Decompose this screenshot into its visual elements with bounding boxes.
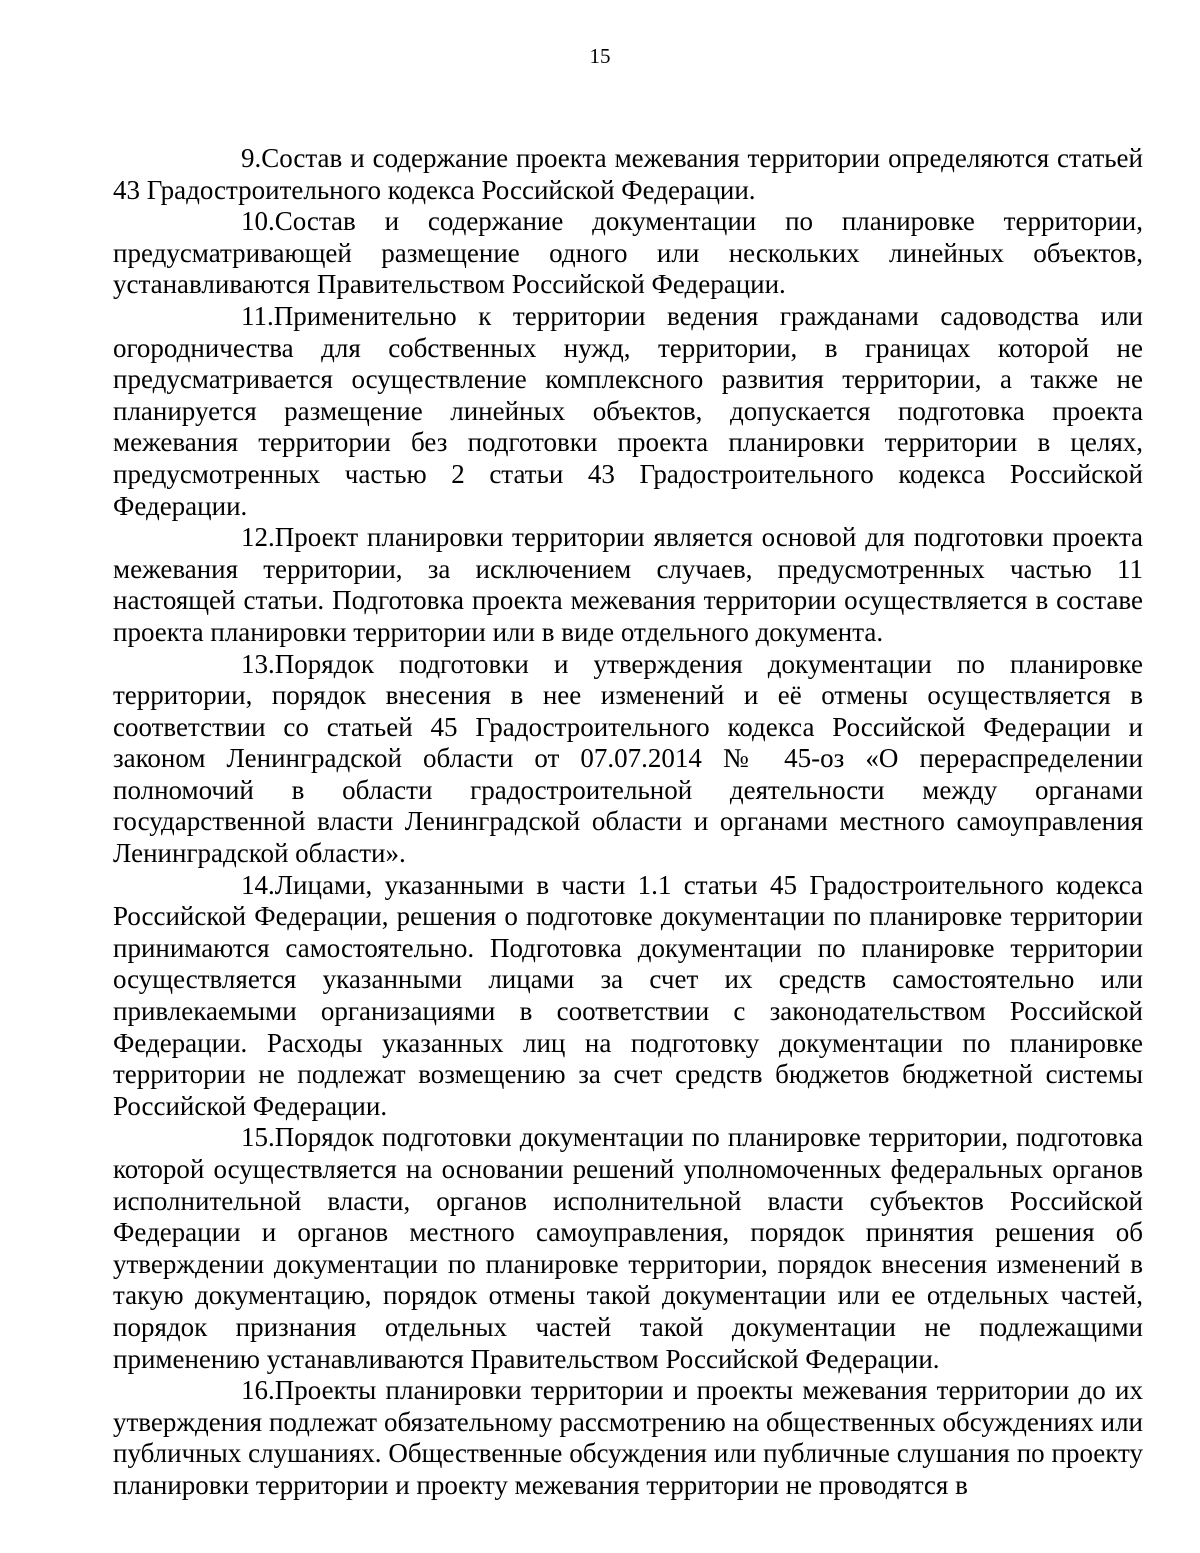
paragraph-text: Проект планировки территории является основой для подготовки проекта межевания территории, за исключением случаев, предусмотренных частью 11 настоящей статьи. Подготовка проекта межевания территории осуществляется в составе проекта планировки территории или в виде отдельного документа. [113, 522, 1143, 647]
paragraph-11 [113, 301, 1143, 522]
paragraph-number: 16. [241, 1375, 275, 1406]
paragraph-16 [113, 1375, 1143, 1501]
paragraph-number: 12. [241, 522, 275, 553]
paragraph-number: 9. [241, 143, 262, 173]
paragraph-15 [113, 1122, 1143, 1375]
paragraph-number: 10. [241, 206, 275, 237]
document-body [113, 143, 1143, 1502]
paragraph-number: 15. [241, 1122, 275, 1153]
paragraph-text: Лицами, указанными в части 1.1 статьи 45 Градостроительного кодекса Российской Федерации, решения о подготовке документации по планировке территории принимаются самостоятельно. Подготовка документации по планировке территории осуществляется указанными лицами за счет их средств самостоятельно или привлекаемыми организациями в соответствии с законодательством Российской Федерации. Расходы указанных лиц на подготовку документации по планировке территории не подлежат возмещению за счет средств бюджетов бюджетной системы Российской Федерации. [113, 869, 1143, 1121]
paragraph-number: 13. [241, 648, 275, 679]
paragraph-text: Проекты планировки территории и проекты межевания территории до их утверждения подлежат обязательному рассмотрению на общественных обсуждениях или публичных слушаниях. Общественные обсуждения или публичные слушания по проекту планировки территории и проекту межевания территории не проводятся в [113, 1375, 1143, 1500]
paragraph-10 [113, 206, 1143, 301]
page-number: 15 [589, 44, 611, 68]
paragraph-9 [113, 143, 1143, 206]
paragraph-text: Порядок подготовки и утверждения документации по планировке территории, порядок внесения в нее изменений и её отмены осуществляется в соответствии со статьей 45 Градостроительного кодекса Российской Федерации и законом Ленинградской области от 07.07.2014 № 45-оз «О перераспределении полномочий в области градостроительной деятельности между органами государственной власти Ленинградской области и органами местного самоуправления Ленинградской области». [113, 648, 1143, 869]
paragraph-number: 11. [241, 300, 274, 331]
paragraph-text: Состав и содержание проекта межевания территории определяются статьей 43 Градостроительного кодекса Российской Федерации. [113, 143, 1143, 205]
paragraph-text: Состав и содержание документации по планировке территории, предусматривающей размещение одного или нескольких линейных объектов, устанавливаются Правительством Российской Федерации. [113, 206, 1143, 300]
paragraph-text: Применительно к территории ведения гражданами садоводства или огородничества для собственных нужд, территории, в границах которой не предусматривается осуществление комплексного развития территории, а также не планируется размещение линейных объектов, допускается подготовка проекта межевания территории без подготовки проекта планировки территории в целях, предусмотренных частью 2 статьи 43 Градостроительного кодекса Российской Федерации. [113, 300, 1143, 521]
paragraph-text: Порядок подготовки документации по планировке территории, подготовка которой осуществляется на основании решений уполномоченных федеральных органов исполнительной власти, органов исполнительной власти субъектов Российской Федерации и органов местного самоуправления, порядок принятия решения об утверждении документации по планировке территории, порядок внесения изменений в такую документацию, порядок отмены такой документации или ее отдельных частей, порядок признания отдельных частей такой документации не подлежащими применению устанавливаются Правительством Российской Федерации. [113, 1122, 1143, 1374]
paragraph-14 [113, 870, 1143, 1123]
paragraph-13 [113, 649, 1143, 870]
paragraph-12 [113, 522, 1143, 648]
paragraph-number: 14. [241, 869, 275, 900]
